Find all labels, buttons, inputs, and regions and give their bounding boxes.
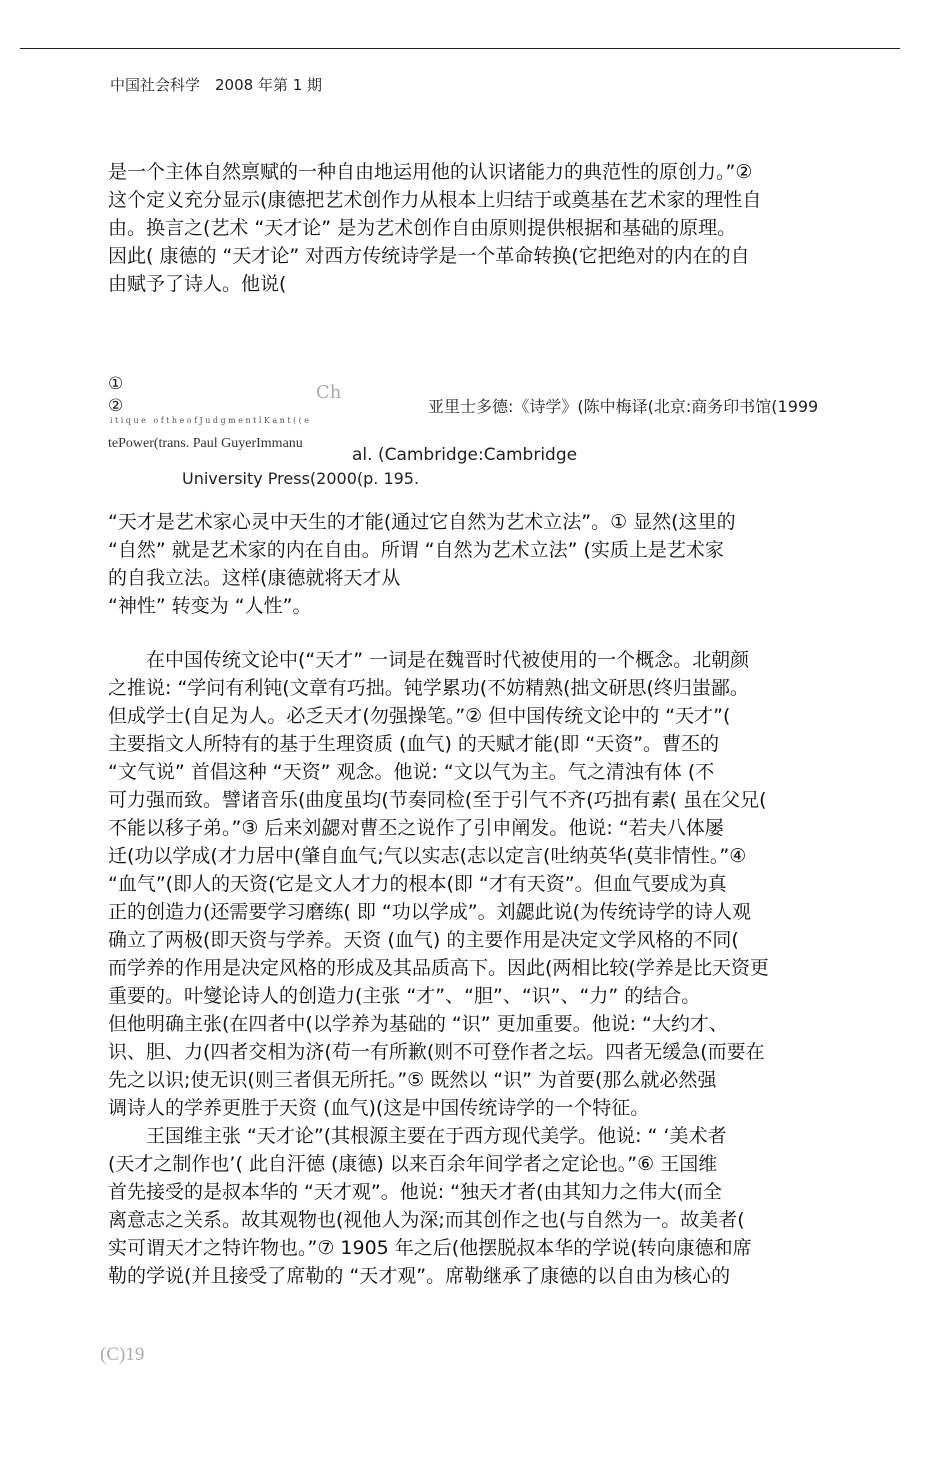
footnote-2-fragment-c: University Press(2000(p. 195. [182, 469, 420, 488]
text-line: 王国维主张 “天才论”(其根源主要在于西方现代美学。他说: “ ‘美术者 [108, 1125, 727, 1147]
text-line: (天才之制作也’( 此自汗德 (康德) 以来百余年间学者之定论也。”⑥ 王国维 [108, 1153, 718, 1175]
text-line: 识、胆、力(四者交相为济(苟一有所歉(则不可登作者之坛。四者无缓急(而要在 [108, 1041, 765, 1063]
paragraph-kant-genius [108, 158, 844, 298]
footnote-1-text: 亚里士多德:《诗学》(陈中梅译(北京:商务印书馆(1999 [428, 397, 819, 416]
footnote-2-fragment-a: tePower(trans. Paul GuyerImmanu [108, 436, 303, 451]
text-line: 重要的。叶燮论诗人的创造力(主张 “才”、“胆”、“识”、“力” 的结合。 [108, 985, 701, 1007]
text-line: 但成学士(自足为人。必乏天才(勿强操笔。”② 但中国传统文论中的 “天才”( [108, 705, 731, 727]
text-line: 的自我立法。这样(康德就将天才从 [108, 567, 401, 589]
text-line: 不能以移子弟。”③ 后来刘勰对曹丕之说作了引申阐发。他说: “若夫八体屡 [108, 817, 724, 839]
paragraph-genius-nature [108, 508, 844, 620]
text-line: 调诗人的学养更胜于天资 (血气)(这是中国传统诗学的一个特征。 [108, 1097, 650, 1119]
text-line: 而学养的作用是决定风格的形成及其品质高下。因此(两相比较(学养是比天资更 [108, 957, 769, 979]
text-line: “文气说” 首倡这种 “天资” 观念。他说: “文以气为主。气之清浊有体 (不 [108, 761, 715, 783]
text-line: 由。换言之(艺术 “天才论” 是为艺术创作自由原则提供根据和基础的原理。 [108, 217, 737, 239]
text-line: 离意志之关系。故其观物也(视他人为深;而其创作之也(与自然为一。故美者( [108, 1209, 745, 1231]
footnote-2-fragment-tiny: itique oftheofJudgmentlKant((e [110, 416, 312, 425]
header-rule [20, 48, 900, 49]
text-line: 之推说: “学问有利钝(文章有巧拙。钝学累功(不妨精熟(拙文研思(终归蚩鄙。 [108, 677, 749, 699]
text-line: 迁(功以学成(才力居中(肇自血气;气以实志(志以定言(吐纳英华(莫非情性。”④ [108, 845, 747, 867]
text-line: “自然” 就是艺术家的内在自由。所谓 “自然为艺术立法” (实质上是艺术家 [108, 539, 724, 561]
text-line [108, 270, 844, 298]
text-line: 勒的学说(并且接受了席勒的 “天才观”。席勒继承了康德的以自由为核心的 [108, 1265, 731, 1287]
text-line: 确立了两极(即天资与学养。天资 (血气) 的主要作用是决定文学风格的不同( [108, 929, 739, 951]
underlined-text: 由赋予了诗人。他说( [108, 270, 312, 298]
text-line: 实可谓天才之特许物也。”⑦ 1905 年之后(他摆脱叔本华的学说(转向康德和席 [108, 1237, 752, 1259]
text-line: 在中国传统文论中(“天才” 一词是在魏晋时代被使用的一个概念。北朝颜 [108, 649, 750, 671]
text-line: 但他明确主张(在四者中(以学养为基础的 “识” 更加重要。他说: “大约才、 [108, 1013, 728, 1035]
footnote-2-fragment-b: al. (Cambridge:Cambridge [352, 445, 578, 465]
text-line: 是一个主体自然禀赋的一种自由地运用他的认识诸能力的典范性的原创力。”② [108, 161, 753, 183]
text-line: 这个定义充分显示(康德把艺术创作力从根本上归结于或奠基在艺术家的理性自 [108, 189, 762, 211]
text-line: “神性” 转变为 “人性”。 [108, 595, 312, 617]
text-line: 正的创造力(还需要学习磨练( 即 “功以学成”。刘勰此说(为传统诗学的诗人观 [108, 901, 752, 923]
text-line: 因此( 康德的 “天才论” 对西方传统诗学是一个革命转换(它把绝对的内在的自 [108, 245, 750, 267]
paragraph-chinese-tradition [108, 646, 844, 1290]
journal-header: 中国社会科学 2008 年第 1 期 [110, 76, 323, 94]
text-line: “天才是艺术家心灵中天生的才能(通过它自然为艺术立法”。① 显然(这里的 [108, 511, 736, 533]
footnote-fragment: Ch [316, 382, 342, 403]
text-line: 先之以识;使无识(则三者俱无所托。”⑤ 既然以 “识” 为首要(那么就必然强 [108, 1069, 717, 1091]
text-line: “血气”(即人的天资(它是文人才力的根本(即 “才有天资”。但血气要成为真 [108, 873, 727, 895]
footnote-mark-2: ② [108, 396, 124, 416]
text-line: 可力强而致。譬诸音乐(曲度虽均(节奏同检(至于引气不齐(巧拙有素( 虽在父兄( [108, 789, 767, 811]
footnote-mark-1: ① [108, 374, 124, 394]
text-line: 首先接受的是叔本华的 “天才观”。他说: “独天才者(由其知力之伟大(而全 [108, 1181, 722, 1203]
copyright-fragment: (C)19 [100, 1344, 145, 1365]
text-line: 主要指文人所特有的基于生理资质 (血气) 的天赋才能(即 “天资”。曹丕的 [108, 733, 720, 755]
